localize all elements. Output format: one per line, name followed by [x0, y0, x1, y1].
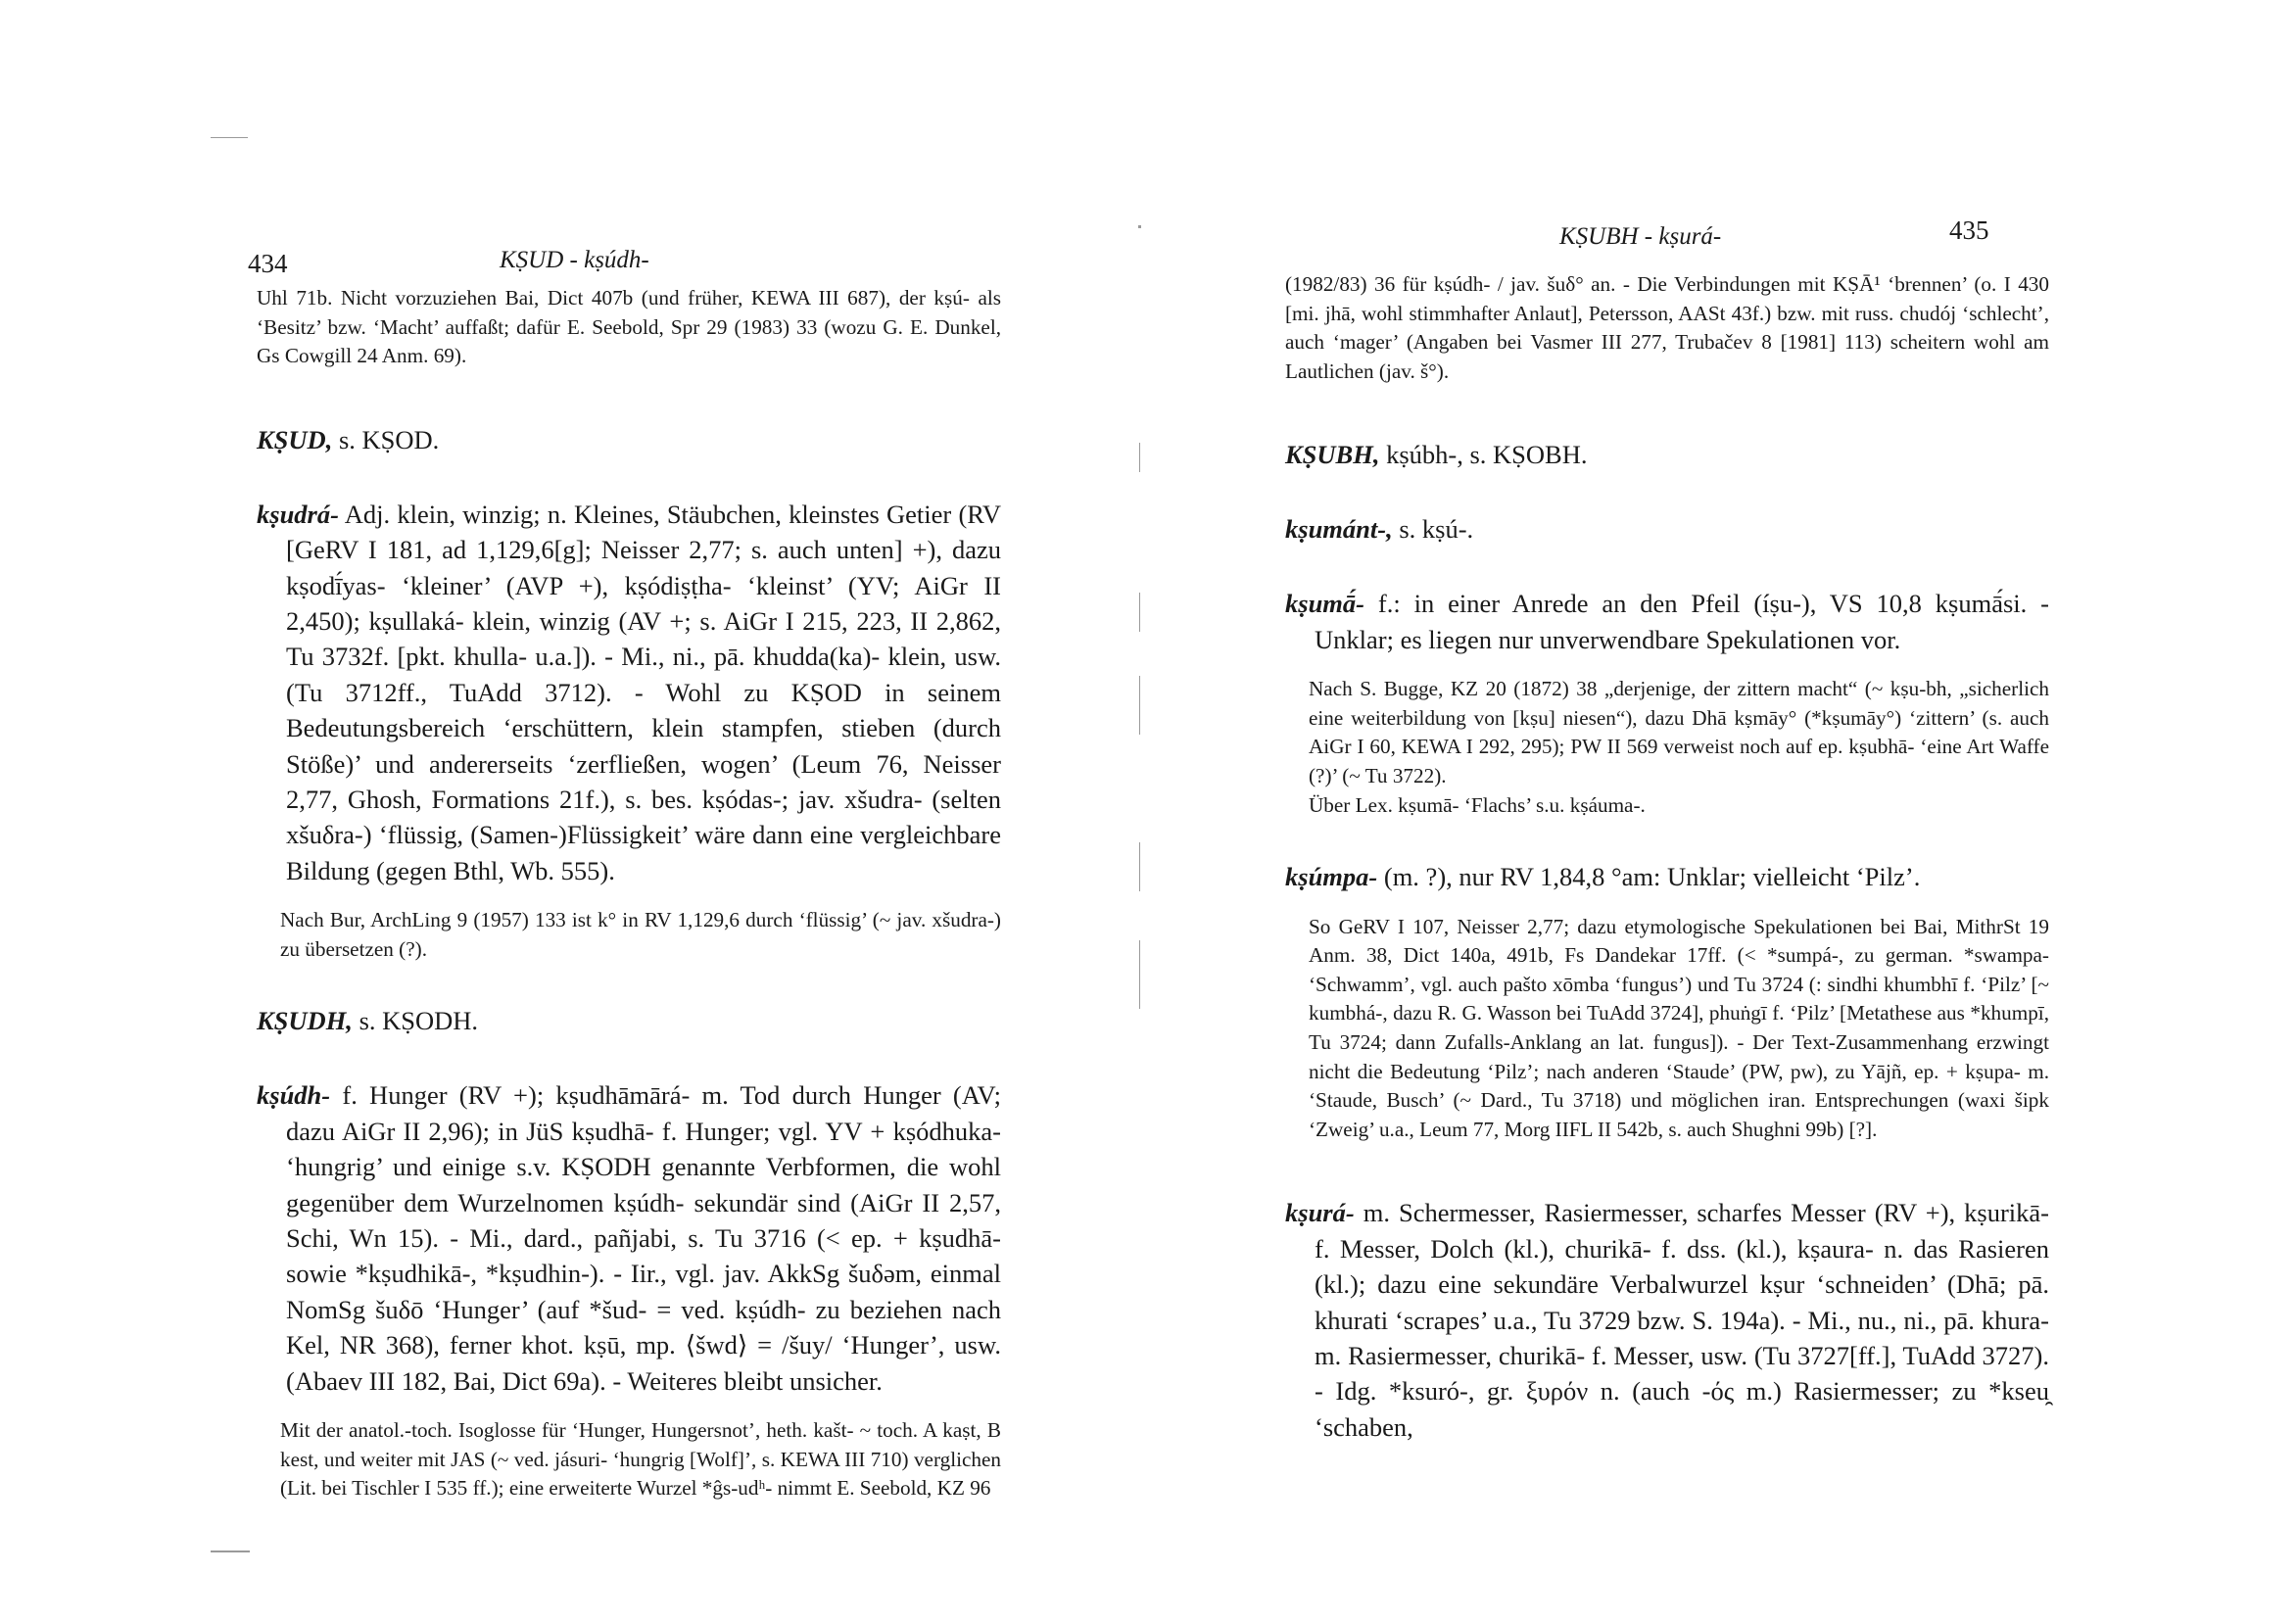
entry-body: (m. ?), nur RV 1,84,8 °am: Unklar; vielleicht ‘Pilz’. — [1377, 862, 1921, 892]
entry-body: f.: in einer Anrede an den Pfeil (íṣu-), VS 10,8 kṣumā́si. - Unklar; es liegen nur unverwendbare Spekulationen vor. — [1315, 589, 2049, 654]
cross-reference-target: kṣúbh-, s. KṢOBH. — [1379, 440, 1588, 470]
page-number: 434 — [248, 249, 288, 278]
cross-reference — [257, 422, 1001, 457]
note-paragraph: So GeRV I 107, Neisser 2,77; dazu etymologische Spekulationen bei Bai, MithrSt 19 Anm. 38, Dict 140a, 491b, Fs Dandekar 17ff. (< *sumpá-, zu german. *swampa- ‘Schwamm’, vgl. auch pašto xōmba ‘fungus’) und Tu 3724 (: sindhi khumbhī f. ‘Pilz’ [~ kumbhá-, dazu R. G. Wasson bei TuAdd 3724], phuṅgī f. ‘Pilz’ [Metathese aus *khumpī, Tu 3724; dann Zufalls-Anklang an lat. fungus]). - Der Text-Zusammenhang erzwingt nicht die Bedeutung ‘Pilz’; nach anderen ‘Staude’ (PW, pw), zu Yājñ, ep. + kṣupa- m. ‘Staude, Busch’ (~ Dard., Tu 3718) und möglichen iran. Entsprechungen (waxi šipk ‘Zweig’ u.a., Leum 77, Morg IIFL II 542b, s. auch Shughni 99b) [?]. — [1309, 914, 2049, 1141]
page-number: 435 — [1949, 215, 1989, 245]
cross-reference — [1285, 437, 2049, 472]
left-column — [257, 284, 1001, 1503]
scan-speck — [211, 137, 248, 138]
lemma-headword: kṣurá- — [1285, 1198, 1355, 1228]
lemma-headword: kṣumánt-, — [1285, 514, 1393, 545]
cross-reference-target: s. kṣú-. — [1392, 514, 1474, 545]
lemma-headword: kṣúdh- — [257, 1080, 331, 1111]
gutter-line — [1139, 676, 1140, 735]
note-paragraph: Mit der anatol.-toch. Isoglosse für ‘Hunger, Hungersnot’, heth. kašt- ~ toch. A kaṣt, B kest, und weiter mit JAS (~ ved. jásuri- ‘hungrig [Wolf]’, s. KEWA III 710) verglichen (Lit. bei Tischler I 535 ff.); eine erweiterte Wurzel *ĝs-udʰ- nimmt E. Seebold, KZ 96 — [280, 1418, 1001, 1501]
right-page — [1136, 0, 2296, 1622]
cross-reference-target: s. KṢOD. — [332, 424, 440, 454]
lemma-headword: KṢUD, — [257, 424, 333, 454]
cross-reference — [257, 1003, 1001, 1038]
scan-speck — [1138, 225, 1141, 228]
lemma-headword: KṢUBH, — [1285, 440, 1380, 470]
gutter-line — [1139, 443, 1140, 472]
note-paragraph: Über Lex. kṣumā- ‘Flachs’ s.u. kṣáuma-. — [1309, 792, 1646, 817]
entry-body: m. Schermesser, Rasiermesser, scharfes Messer (RV +), kṣurikā- f. Messer, Dolch (kl.), churikā- f. dss. (kl.), kṣaura- n. das Rasieren (kl.); dazu eine sekundäre Verbalwurzel kṣur ‘schneiden’ (Dhā; pā. khurati ‘scrapes’ u.a., Tu 3729 bzw. S. 194a). - Mi., nu., ni., pā. khura- m. Rasiermesser, churikā- f. Messer, usw. (Tu 3727[ff.], TuAdd 3727). - Idg. *ksuró-, gr. ξυρόν n. (auch -ός m.) Rasiermesser; zu *kseu̯ ‘schaben, — [1315, 1198, 2049, 1442]
lemma-headword: kṣúmpa- — [1285, 862, 1378, 892]
entry-paragraph — [257, 1077, 1001, 1399]
lemma-headword: kṣumā́- — [1285, 589, 1364, 619]
running-head: KṢUBH - kṣurá- — [1559, 223, 1722, 250]
lemma-headword: kṣudrá- — [257, 499, 339, 529]
entry-paragraph — [257, 497, 1001, 888]
running-head: KṢUD - kṣúdh- — [500, 247, 649, 273]
note-paragraph: Nach S. Bugge, KZ 20 (1872) 38 „derjenige, der zittern macht“ (~ kṣu-bh, „sicherlich eine weiterbildung von [kṣu] niesen“), dazu Dhā kṣmāy° (*kṣumāy°) ‘zittern’ (s. auch AiGr I 60, KEWA I 292, 295); PW II 569 verweist noch auf ep. kṣubhā- ‘eine Art Waffe (?)’ (~ Tu 3722). — [1309, 677, 2049, 787]
lemma-headword: KṢUDH, — [257, 1006, 353, 1036]
note-paragraph: (1982/83) 36 für kṣúdh- / jav. šuδ° an. - Die Verbindungen mit KṢĀ¹ ‘brennen’ (o. I 430 [mi. jhā, wohl stimmhafter Anlaut], Petersson, AASt 43f.) bzw. mit russ. chudój ‘schlecht’, auch ‘mager’ (Angaben bei Vasmer III 277, Trubačev 8 [1981] 113) scheitern wohl am Lautlichen (jav. š°). — [1285, 272, 2049, 383]
entry-paragraph — [1285, 1195, 2049, 1445]
entry-body: Adj. klein, winzig; n. Kleines, Stäubchen, kleinstes Getier (RV [GeRV I 181, ad 1,129,6[g]; Neisser 2,77; s. auch unten] +), dazu kṣodī́yas- ‘kleiner’ (AVP +), kṣódiṣṭha- ‘kleinst’ (YV; AiGr II 2,450); kṣullaká- klein, winzig (AV +; s. AiGr I 215, 223, II 2,862, Tu 3732f. [pkt. khulla- u.a.]). - Mi., ni., pā. khudda(ka)- klein, usw. (Tu 3712ff., TuAdd 3712). - Wohl zu KṢOD in seinem Bedeutungsbereich ‘erschüttern, klein stampfen, stieben (durch Stöße)’ und andererseits ‘zerfließen, wogen’ (Leum 76, Neisser 2,77, Ghosh, Formations 21f.), s. bes. kṣódas-; jav. xšudra- (selten xšuδra-) ‘flüssig, (Samen-)Flüssigkeit’ wäre dann eine vergleichbare Bildung (gegen Bthl, Wb. 555). — [286, 499, 1001, 885]
gutter-line — [1139, 593, 1140, 632]
note-paragraph: Nach Bur, ArchLing 9 (1957) 133 ist k° in RV 1,129,6 durch ‘flüssig’ (~ jav. xšudra-) zu übersetzen (?). — [280, 908, 1001, 961]
note-paragraph: Uhl 71b. Nicht vorzuziehen Bai, Dict 407b (und früher, KEWA III 687), der kṣú- als ‘Besitz’ bzw. ‘Macht’ auffaßt; dafür E. Seebold, Spr 29 (1983) 33 (wozu G. E. Dunkel, Gs Cowgill 24 Anm. 69). — [257, 286, 1001, 368]
entry-paragraph — [1285, 859, 2049, 894]
gutter-line — [1139, 842, 1140, 891]
entry-paragraph — [1285, 586, 2049, 657]
cross-reference — [1285, 511, 2049, 547]
scan-speck — [211, 1550, 250, 1552]
gutter-line — [1139, 940, 1140, 1009]
right-column — [1285, 270, 2049, 1445]
left-page — [0, 0, 1136, 1622]
cross-reference-target: s. KṢODH. — [352, 1006, 479, 1036]
entry-body: f. Hunger (RV +); kṣudhāmārá- m. Tod durch Hunger (AV; dazu AiGr II 2,96); in JüS kṣudhā- f. Hunger; vgl. YV + kṣódhuka- ‘hungrig’ und einige s.v. KṢODH genannte Verbformen, die wohl gegenüber dem Wurzelnomen kṣúdh- sekundär sind (AiGr II 2,57, Schi, Wn 15). - Mi., dard., pañjabi, s. Tu 3716 (< ep. + kṣudhā- sowie *kṣudhikā-, *kṣudhin-). - Iir., vgl. jav. AkkSg šuδəm, einmal NomSg šuδō ‘Hunger’ (auf *šud- = ved. kṣúdh- zu beziehen nach Kel, NR 368), ferner khot. kṣū, mp. ⟨šwd⟩ = /šuy/ ‘Hunger’, usw. (Abaev III 182, Bai, Dict 69a). - Weiteres bleibt unsicher. — [286, 1080, 1001, 1396]
